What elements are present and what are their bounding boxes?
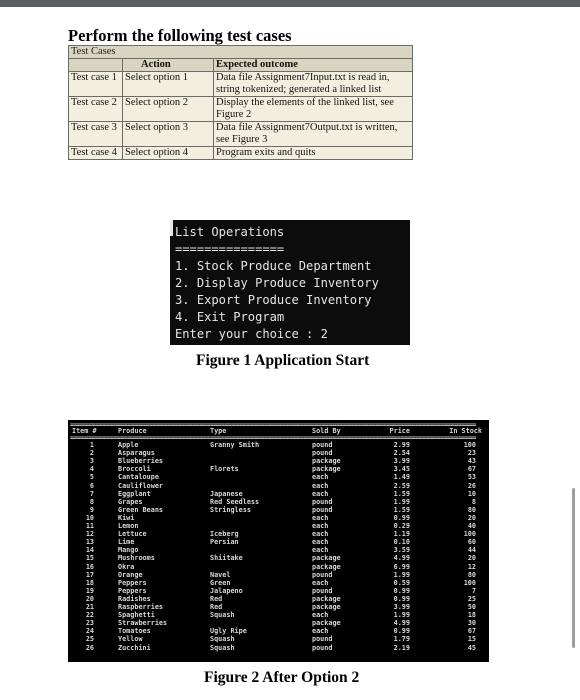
inventory-sold-by: pound <box>312 505 333 514</box>
inventory-produce-type: Ugly Ripe <box>210 627 247 636</box>
inventory-price: 0.29 <box>393 522 410 530</box>
inventory-in-stock: 67 <box>467 627 476 636</box>
window-top-bar <box>0 0 580 7</box>
inventory-item-number: 6 <box>89 481 94 490</box>
inventory-price: 1.19 <box>393 530 410 539</box>
inventory-in-stock: 10 <box>467 489 476 498</box>
inventory-sold-by: each <box>312 546 329 555</box>
test-case-outcome: Data file Assignment7Output.txt is written, see Figure 3 <box>214 122 413 147</box>
inventory-item-number: 12 <box>85 530 94 539</box>
inventory-produce-type: Squash <box>210 643 235 652</box>
inventory-item-number: 25 <box>85 635 94 644</box>
inventory-item-number: 7 <box>89 489 94 498</box>
figure-2-caption: Figure 2 After Option 2 <box>204 669 360 686</box>
inventory-produce-name: Spaghetti <box>118 611 155 620</box>
inventory-sold-by: package <box>312 457 341 466</box>
test-case-label: Test case 4 <box>69 147 123 160</box>
inventory-produce-type: Squash <box>210 611 235 620</box>
inventory-item-number: 17 <box>85 570 94 579</box>
inventory-sold-by: pound <box>312 635 333 644</box>
inventory-in-stock: 26 <box>467 481 476 490</box>
inventory-produce-type: Green <box>210 578 231 587</box>
inventory-produce-type: Red <box>210 594 223 603</box>
inventory-in-stock: 8 <box>471 497 476 506</box>
inventory-produce-type: Granny Smith <box>210 441 260 449</box>
inventory-in-stock: 100 <box>463 578 476 587</box>
inventory-in-stock: 53 <box>467 473 476 482</box>
inventory-sold-by: pound <box>312 643 333 652</box>
inventory-price: 0.99 <box>393 627 410 636</box>
page-heading: Perform the following test cases <box>68 26 292 45</box>
inventory-price: 2.19 <box>393 643 410 652</box>
inventory-item-number: 3 <box>89 457 94 466</box>
inventory-in-stock: 43 <box>467 457 476 466</box>
inventory-item-number: 19 <box>85 586 94 595</box>
inventory-price: 0.99 <box>393 586 410 595</box>
inventory-sold-by: pound <box>312 586 333 595</box>
test-cases-table <box>68 45 413 160</box>
inventory-sold-by: each <box>312 489 329 498</box>
inventory-in-stock: 12 <box>467 562 476 571</box>
test-case-label: Test case 3 <box>69 122 123 147</box>
console-menu-option: 3. Export Produce Inventory <box>175 293 372 307</box>
inventory-in-stock: 20 <box>467 513 476 522</box>
inventory-price: 0.99 <box>393 594 410 603</box>
inventory-sold-by: package <box>312 619 341 628</box>
inventory-sold-by: each <box>312 538 329 547</box>
inventory-price: 1.99 <box>393 497 410 506</box>
inventory-price: 6.99 <box>393 562 410 571</box>
test-case-label: Test case 1 <box>69 72 123 97</box>
inventory-in-stock: 18 <box>467 611 476 620</box>
test-case-outcome: Display the elements of the linked list, see Figure 2 <box>214 97 413 122</box>
inventory-produce-type: Shiitake <box>210 554 243 563</box>
header-action: Action <box>123 59 214 72</box>
header-expected-outcome: Expected outcome <box>214 59 413 72</box>
test-case-action: Select option 2 <box>123 97 214 122</box>
inventory-in-stock: 45 <box>467 643 476 652</box>
inventory-sold-by: package <box>312 603 341 611</box>
inventory-item-number: 13 <box>85 538 94 547</box>
inventory-in-stock: 7 <box>471 586 476 595</box>
inventory-item-number: 18 <box>85 578 94 587</box>
inventory-produce-name: Apple <box>118 441 139 449</box>
inventory-sold-by: each <box>312 481 329 490</box>
inventory-in-stock: 15 <box>467 635 476 644</box>
inventory-produce-type: Iceberg <box>210 530 239 539</box>
inventory-produce-name: Raspberries <box>118 603 164 611</box>
console-menu-option: 1. Stock Produce Department <box>175 259 372 273</box>
console-window <box>170 220 410 345</box>
table-row <box>69 72 413 97</box>
test-case-action: Select option 4 <box>123 147 214 160</box>
inventory-sold-by: package <box>312 465 341 474</box>
col-header-produce: Produce <box>118 427 147 435</box>
inventory-price: 2.99 <box>393 441 410 449</box>
inventory-produce-type: Squash <box>210 635 235 644</box>
test-case-action: Select option 1 <box>123 72 214 97</box>
inventory-produce-name: Eggplant <box>118 489 151 498</box>
inventory-price: 1.49 <box>393 473 410 482</box>
inventory-item-number: 4 <box>89 465 94 474</box>
inventory-item-number: 2 <box>89 449 94 458</box>
col-header-sold-by: Sold By <box>312 427 341 435</box>
inventory-item-number: 16 <box>85 562 94 571</box>
inventory-header-divider: ================================================================================================================= <box>70 435 476 441</box>
inventory-in-stock: 60 <box>467 538 476 547</box>
inventory-produce-name: Okra <box>118 562 135 571</box>
inventory-price: 3.59 <box>393 546 410 555</box>
inventory-in-stock: 30 <box>467 619 476 628</box>
inventory-price: 1.99 <box>393 570 410 579</box>
col-header-item: Item # <box>72 427 97 435</box>
test-case-outcome: Program exits and quits <box>214 147 413 160</box>
inventory-item-number: 8 <box>89 497 94 506</box>
inventory-sold-by: package <box>312 594 341 603</box>
inventory-item-number: 26 <box>85 643 94 652</box>
test-case-action: Select option 3 <box>123 122 214 147</box>
inventory-in-stock: 100 <box>463 530 476 539</box>
table-row <box>69 122 413 147</box>
inventory-produce-name: Green Beans <box>118 505 164 514</box>
inventory-sold-by: pound <box>312 441 333 449</box>
inventory-item-number: 20 <box>85 594 94 603</box>
inventory-price: 1.79 <box>393 635 410 644</box>
inventory-produce-name: Kiwi <box>118 513 135 522</box>
inventory-produce-name: Lemon <box>118 522 139 530</box>
inventory-item-number: 15 <box>85 554 94 563</box>
inventory-price: 3.45 <box>393 465 410 474</box>
inventory-console <box>68 420 489 662</box>
inventory-produce-type: Red <box>210 603 223 611</box>
inventory-produce-name: Orange <box>118 570 143 579</box>
inventory-in-stock: 40 <box>467 522 476 530</box>
inventory-price: 2.59 <box>393 481 410 490</box>
inventory-item-number: 22 <box>85 611 94 620</box>
console-menu-option: 2. Display Produce Inventory <box>175 276 379 290</box>
inventory-produce-type: Persian <box>210 538 239 547</box>
inventory-sold-by: each <box>312 473 329 482</box>
console-cursor <box>170 220 173 236</box>
inventory-price: 0.99 <box>393 513 410 522</box>
inventory-produce-name: Lime <box>118 538 135 547</box>
inventory-in-stock: 23 <box>467 449 476 458</box>
inventory-price: 0.59 <box>393 578 410 587</box>
inventory-sold-by: each <box>312 627 329 636</box>
inventory-in-stock: 100 <box>463 441 476 449</box>
col-header-type: Type <box>210 427 227 435</box>
inventory-price: 1.59 <box>393 489 410 498</box>
inventory-produce-name: Tomatoes <box>118 627 151 636</box>
table-row <box>69 97 413 122</box>
inventory-item-number: 9 <box>89 505 94 514</box>
inventory-sold-by: package <box>312 562 341 571</box>
inventory-item-number: 23 <box>85 619 94 628</box>
inventory-item-number: 14 <box>85 546 94 555</box>
scrollbar-thumb[interactable] <box>572 488 575 648</box>
test-case-label: Test case 2 <box>69 97 123 122</box>
inventory-sold-by: each <box>312 611 329 620</box>
inventory-sold-by: pound <box>312 570 333 579</box>
inventory-price: 0.10 <box>393 538 410 547</box>
inventory-in-stock: 80 <box>467 570 476 579</box>
inventory-price: 4.99 <box>393 619 410 628</box>
inventory-item-number: 10 <box>85 513 94 522</box>
inventory-in-stock: 20 <box>467 554 476 563</box>
inventory-produce-name: Peppers <box>118 578 147 587</box>
inventory-produce-name: Cantaloupe <box>118 473 159 482</box>
inventory-produce-name: Asparagus <box>118 449 155 458</box>
console-divider: =============== <box>175 242 285 256</box>
col-header-price: Price <box>389 427 410 435</box>
inventory-produce-type: Navel <box>210 570 231 579</box>
table-row <box>69 147 413 160</box>
console-prompt: Enter your choice : 2 <box>175 327 328 341</box>
inventory-produce-name: Radishes <box>118 594 151 603</box>
inventory-item-number: 1 <box>89 441 94 449</box>
inventory-sold-by: each <box>312 578 329 587</box>
inventory-price: 3.99 <box>393 457 410 466</box>
col-header-in-stock: In Stock <box>449 427 482 435</box>
inventory-price: 4.99 <box>393 554 410 563</box>
console-menu-option: 4. Exit Program <box>175 310 285 324</box>
inventory-in-stock: 44 <box>467 546 476 555</box>
test-case-outcome: Data file Assignment7Input.txt is read in, string tokenized; generated a linked list <box>214 72 413 97</box>
inventory-item-number: 21 <box>85 603 94 611</box>
inventory-produce-name: Cauliflower <box>118 481 164 490</box>
inventory-produce-name: Yellow <box>118 635 143 644</box>
inventory-item-number: 5 <box>89 473 94 482</box>
inventory-top-divider: ================================================================================================================= <box>70 422 476 428</box>
inventory-price: 1.99 <box>393 611 410 620</box>
inventory-price: 3.99 <box>393 603 410 611</box>
inventory-sold-by: each <box>312 513 329 522</box>
inventory-produce-type: Jalapeno <box>210 586 243 595</box>
inventory-sold-by: each <box>312 530 329 539</box>
inventory-produce-name: Lettuce <box>118 530 147 539</box>
inventory-produce-type: Red Seedless <box>210 497 260 506</box>
inventory-produce-type: Florets <box>210 465 239 474</box>
inventory-produce-name: Broccoli <box>118 465 151 474</box>
inventory-produce-name: Blueberries <box>118 457 164 466</box>
inventory-produce-type: Japanese <box>210 489 243 498</box>
inventory-in-stock: 80 <box>467 505 476 514</box>
inventory-produce-name: Mango <box>118 546 139 555</box>
inventory-sold-by: each <box>312 522 329 530</box>
inventory-item-number: 11 <box>85 522 94 530</box>
inventory-produce-name: Grapes <box>118 497 143 506</box>
inventory-in-stock: 25 <box>467 594 476 603</box>
figure-1-caption: Figure 1 Application Start <box>196 352 370 369</box>
inventory-produce-name: Mushrooms <box>118 554 155 563</box>
inventory-sold-by: package <box>312 554 341 563</box>
inventory-in-stock: 50 <box>467 603 476 611</box>
inventory-produce-name: Peppers <box>118 586 147 595</box>
table-caption: Test Cases <box>69 46 413 59</box>
inventory-price: 1.59 <box>393 505 410 514</box>
inventory-price: 2.54 <box>393 449 410 458</box>
inventory-sold-by: pound <box>312 497 333 506</box>
console-title: List Operations <box>175 225 285 239</box>
inventory-produce-type: Stringless <box>210 505 251 514</box>
inventory-produce-name: Zucchini <box>118 643 151 652</box>
inventory-in-stock: 67 <box>467 465 476 474</box>
inventory-item-number: 24 <box>85 627 94 636</box>
inventory-produce-name: Strawberries <box>118 619 168 628</box>
header-blank-cell <box>69 59 123 72</box>
inventory-sold-by: pound <box>312 449 333 458</box>
